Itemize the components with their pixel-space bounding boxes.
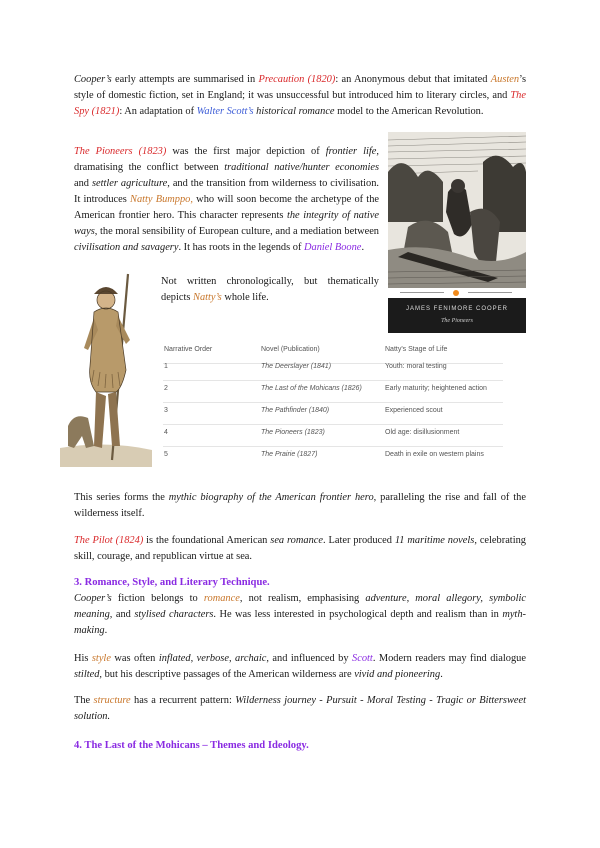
penguin-logo-icon <box>453 290 459 296</box>
section-heading-last-of-mohicans: 4. The Last of the Mohicans – Themes and Ideology. <box>74 740 309 751</box>
term-romance: romance <box>203 593 240 604</box>
author-name: Cooper’s <box>74 74 112 85</box>
cover-author: JAMES FENIMORE COOPER <box>405 306 508 312</box>
table-row: 2 The Last of the Mohicans (1826) Early maturity; heightened action <box>163 380 503 403</box>
frontiersman-portrait <box>60 270 152 467</box>
col-header-narrative-order: Narrative Order <box>164 346 213 353</box>
paragraph-structure: The structure has a recurrent pattern: Wilderness journey - Pursuit - Moral Testing - Tragic or Bittersweet solution. <box>74 695 526 722</box>
table-row: 3 The Pathfinder (1840) Experienced scout <box>163 402 503 425</box>
paragraph-the-pioneers: The Pioneers (1823) was the first major depiction of frontier life, dramatising the conflict between traditional native/hunter economies and settler agriculture, and the transition from wilderness to civilisation. It introduces Natty Bumppo, who will soon become the archetype of the American frontier hero. This character represents the integrity of native ways, the moral sensibility of European culture, and a mediation between civilisation and savagery. It has roots in the legends of Daniel Boone. <box>74 146 380 253</box>
work-precaution: Precaution (1820) <box>258 74 336 85</box>
paragraph-early-works: Cooper’s early attempts are summarised in Precaution (1820): an Anonymous debut that imitated Austen’s style of domestic fiction, set in England; it was unsuccessful but introduced him to literary circles, and The Spy (1821): An adaptation of Walter Scott’s historical romance model to the American Revolution. <box>74 74 526 117</box>
paragraph-romance: Cooper’s fiction belongs to romance, not realism, emphasising adventure, moral allegory, symbolic meaning, and stylised characters. He was less interested in psychological depth and realism than in myth-making. <box>74 593 527 636</box>
work-the-pioneers: The Pioneers (1823) <box>74 146 167 157</box>
work-the-pilot: The Pilot (1824) <box>74 535 144 546</box>
author-scott-ref: Scott <box>352 653 373 664</box>
author-austen: Austen <box>490 74 520 85</box>
character-natty-bumppo: Natty Bumppo, <box>130 194 193 205</box>
engraving-illustration <box>388 132 526 288</box>
paragraph-mythic-biography: This series forms the mythic biography of the American frontier hero, paralleling the rise and fall of the wilderness itself. <box>74 492 526 519</box>
work-the-spy: The Spy (1821) <box>74 90 526 117</box>
character-natty: Natty’s <box>193 292 222 303</box>
table-row: 4 The Pioneers (1823) Old age: disillusionment <box>163 424 503 447</box>
cover-title: The Pioneers <box>441 318 473 324</box>
book-cover-image <box>388 132 526 333</box>
term-style: style <box>91 653 111 664</box>
col-header-novel: Novel (Publication) <box>261 346 320 353</box>
col-header-stage-of-life: Natty's Stage of Life <box>385 346 448 353</box>
daniel-boone: Daniel Boone <box>304 242 362 253</box>
table-row: 1 The Deerslayer (1841) Youth: moral testing <box>163 358 503 381</box>
penguin-logo-strip <box>388 288 526 298</box>
paragraph-style: His style was often inflated, verbose, archaic, and influenced by Scott. Modern readers may find dialogue stilted, but his descriptive passages of the American wilderness are vivid and pioneering. <box>74 653 526 680</box>
author-scott: Walter Scott’s <box>196 106 254 117</box>
paragraph-thematic-order: Not written chronologically, but thematically depicts Natty’s whole life. <box>161 276 379 303</box>
section-heading-romance-style: 3. Romance, Style, and Literary Technique. <box>74 577 270 588</box>
table-row: 5 The Prairie (1827) Death in exile on western plains <box>164 451 484 458</box>
term-structure: structure <box>93 695 131 706</box>
paragraph-the-pilot: The Pilot (1824) is the foundational American sea romance. Later produced 11 maritime novels, celebrating skill, courage, and republican virtue at sea. <box>74 535 526 562</box>
